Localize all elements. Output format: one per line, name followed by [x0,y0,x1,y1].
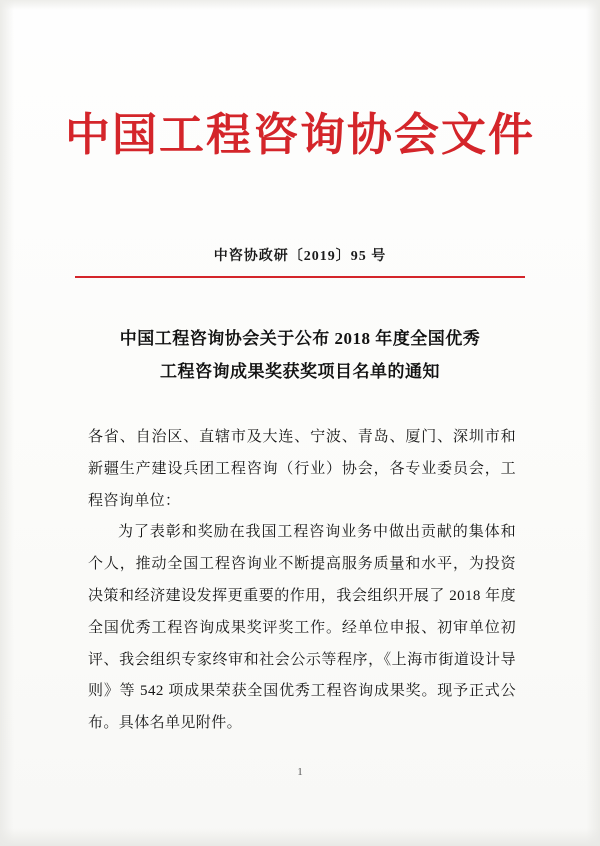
body-paragraph-main: 为了表彰和奖励在我国工程咨询业务中做出贡献的集体和个人，推动全国工程咨询业不断提高服务质量和水平，为投资决策和经济建设发挥更重要的作用，我会组织开展了 2018 年度全国优秀工程咨询成果奖评奖工作。经单位申报、初审单位初评、我会组织专家终审和社会公示等程序，《上海市街道设计导则》等 542 项成果荣获全国优秀工程咨询成果奖。现予正式公布。具体名单见附件。 [88,524,516,732]
scan-edge-top [0,0,600,10]
body-paragraph-addressee: 各省、自治区、直辖市及大连、宁波、青岛、厦门、深圳市和新疆生产建设兵团工程咨询（行业）协会，各专业委员会，工程咨询单位： [88,429,516,509]
red-separator-rule [75,276,525,278]
document-title-line-2: 工程咨询成果奖获奖项目名单的通知 [160,362,440,382]
document-title-line-1: 中国工程咨询协会关于公布 2018 年度全国优秀 [119,329,481,348]
document-number: 中咨协政研〔2019〕95 号 [213,249,387,264]
document-title [78,322,522,388]
scan-edge-bottom [0,828,600,846]
document-masthead-title: 中国工程咨询协会文件 [64,110,535,160]
page-number: 1 [297,766,303,778]
document-body [88,422,516,740]
